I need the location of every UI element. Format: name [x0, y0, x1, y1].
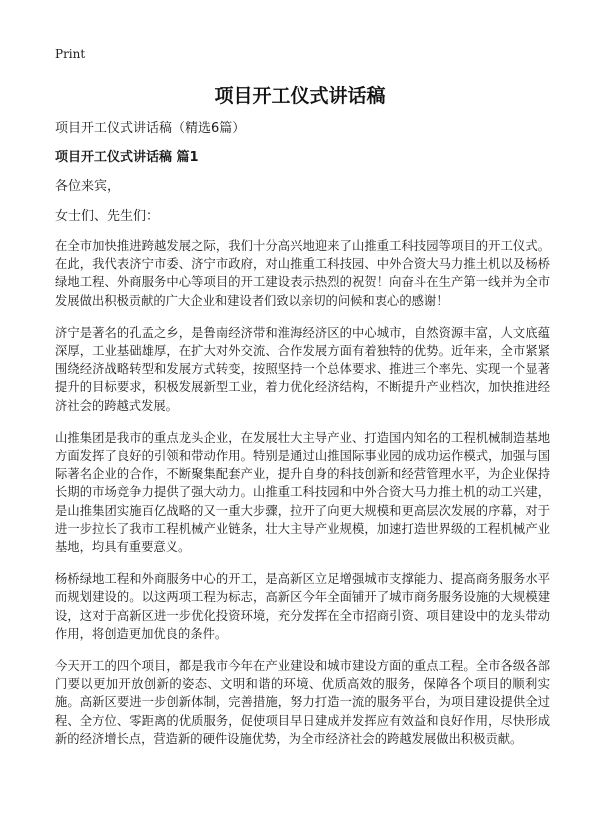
paragraph: 今天开工的四个项目，都是我市今年在产业建设和城市建设方面的重点工程。全市各级各部门要以更加开放创新的姿态、文明和谐的环境、优质高效的服务，保障各个项目的顺利实施。高新区要进一步创新体制，完善措施，努力打造一流的服务平台，为项目建设提供全过程、全方位、零距离的优质服务，促使项目早日建成并发挥应有效益和良好作用，尽快形成新的经济增长点，营造新的硬件设施优势，为全市经济社会的跨越发展做出积极贡献。	[55, 659, 550, 746]
paragraph: 济宁是著名的孔孟之乡，是鲁南经济带和淮海经济区的中心城市，自然资源丰富，人文底蕴深厚，工业基础雄厚，在扩大对外交流、合作发展方面有着独特的优势。近年来，全市紧紧围绕经济战略转型和发展方式转变，按照坚持一个总体要求、推进三个率先、实现一个显著提升的目标要求，积极发展新型工业，着力优化经济结构，不断提升产业档次，加快推进经济社会的跨越式发展。	[55, 325, 550, 413]
greeting-guests: 各位来宾，	[55, 179, 121, 194]
paragraph: 在全市加快推进跨越发展之际，我们十分高兴地迎来了山推重工科技园等项目的开工仪式。在此，我代表济宁市委、济宁市政府，对山推重工科技园、中外合资大马力推土机以及杨桥绿地工程、外商服务中心等项目的开工建设表示热烈的祝贺！向奋斗在生产第一线并为全市发展做出积极贡献的广大企业和建设者们致以亲切的问候和衷心的感谢！	[55, 239, 550, 308]
section-heading: 项目开工仪式讲话稿 篇1	[55, 150, 199, 165]
document-title: 项目开工仪式讲话稿	[214, 85, 386, 107]
paragraph: 杨桥绿地工程和外商服务中心的开工，是高新区立足增强城市支撑能力、提高商务服务水平而规划建设的。以这两项工程为标志，高新区今年全面铺开了城市商务服务设施的大规模建设，这对于高新区进一步优化投资环境，充分发挥在全市招商引资、项目建设中的龙头带动作用，将创造更加优良的条件。	[55, 572, 550, 641]
document-body	[55, 119, 550, 762]
document-subtitle: 项目开工仪式讲话稿（精选6篇）	[55, 121, 246, 136]
print-link[interactable]: Print	[55, 47, 86, 61]
greeting-audience: 女士们、先生们：	[55, 209, 160, 224]
paragraph: 山推集团是我市的重点龙头企业，在发展壮大主导产业、打造国内知名的工程机械制造基地方面发挥了良好的引领和带动作用。特别是通过山推国际事业园的成功运作模式，加强与国际著名企业的合作，不断聚集配套产业，提升自身的科技创新和经营管理水平，为企业保持长期的市场竞争力提供了强大动力。山推重工科技园和中外合资大马力推土机的动工兴建，是山推集团实施百亿战略的又一重大步骤，拉开了向更大规模和更高层次发展的序幕，对于进一步拉长了我市工程机械产业链条，壮大主导产业规模，加速打造世界级的工程机械产业基地，均具有重要意义。	[55, 430, 550, 555]
